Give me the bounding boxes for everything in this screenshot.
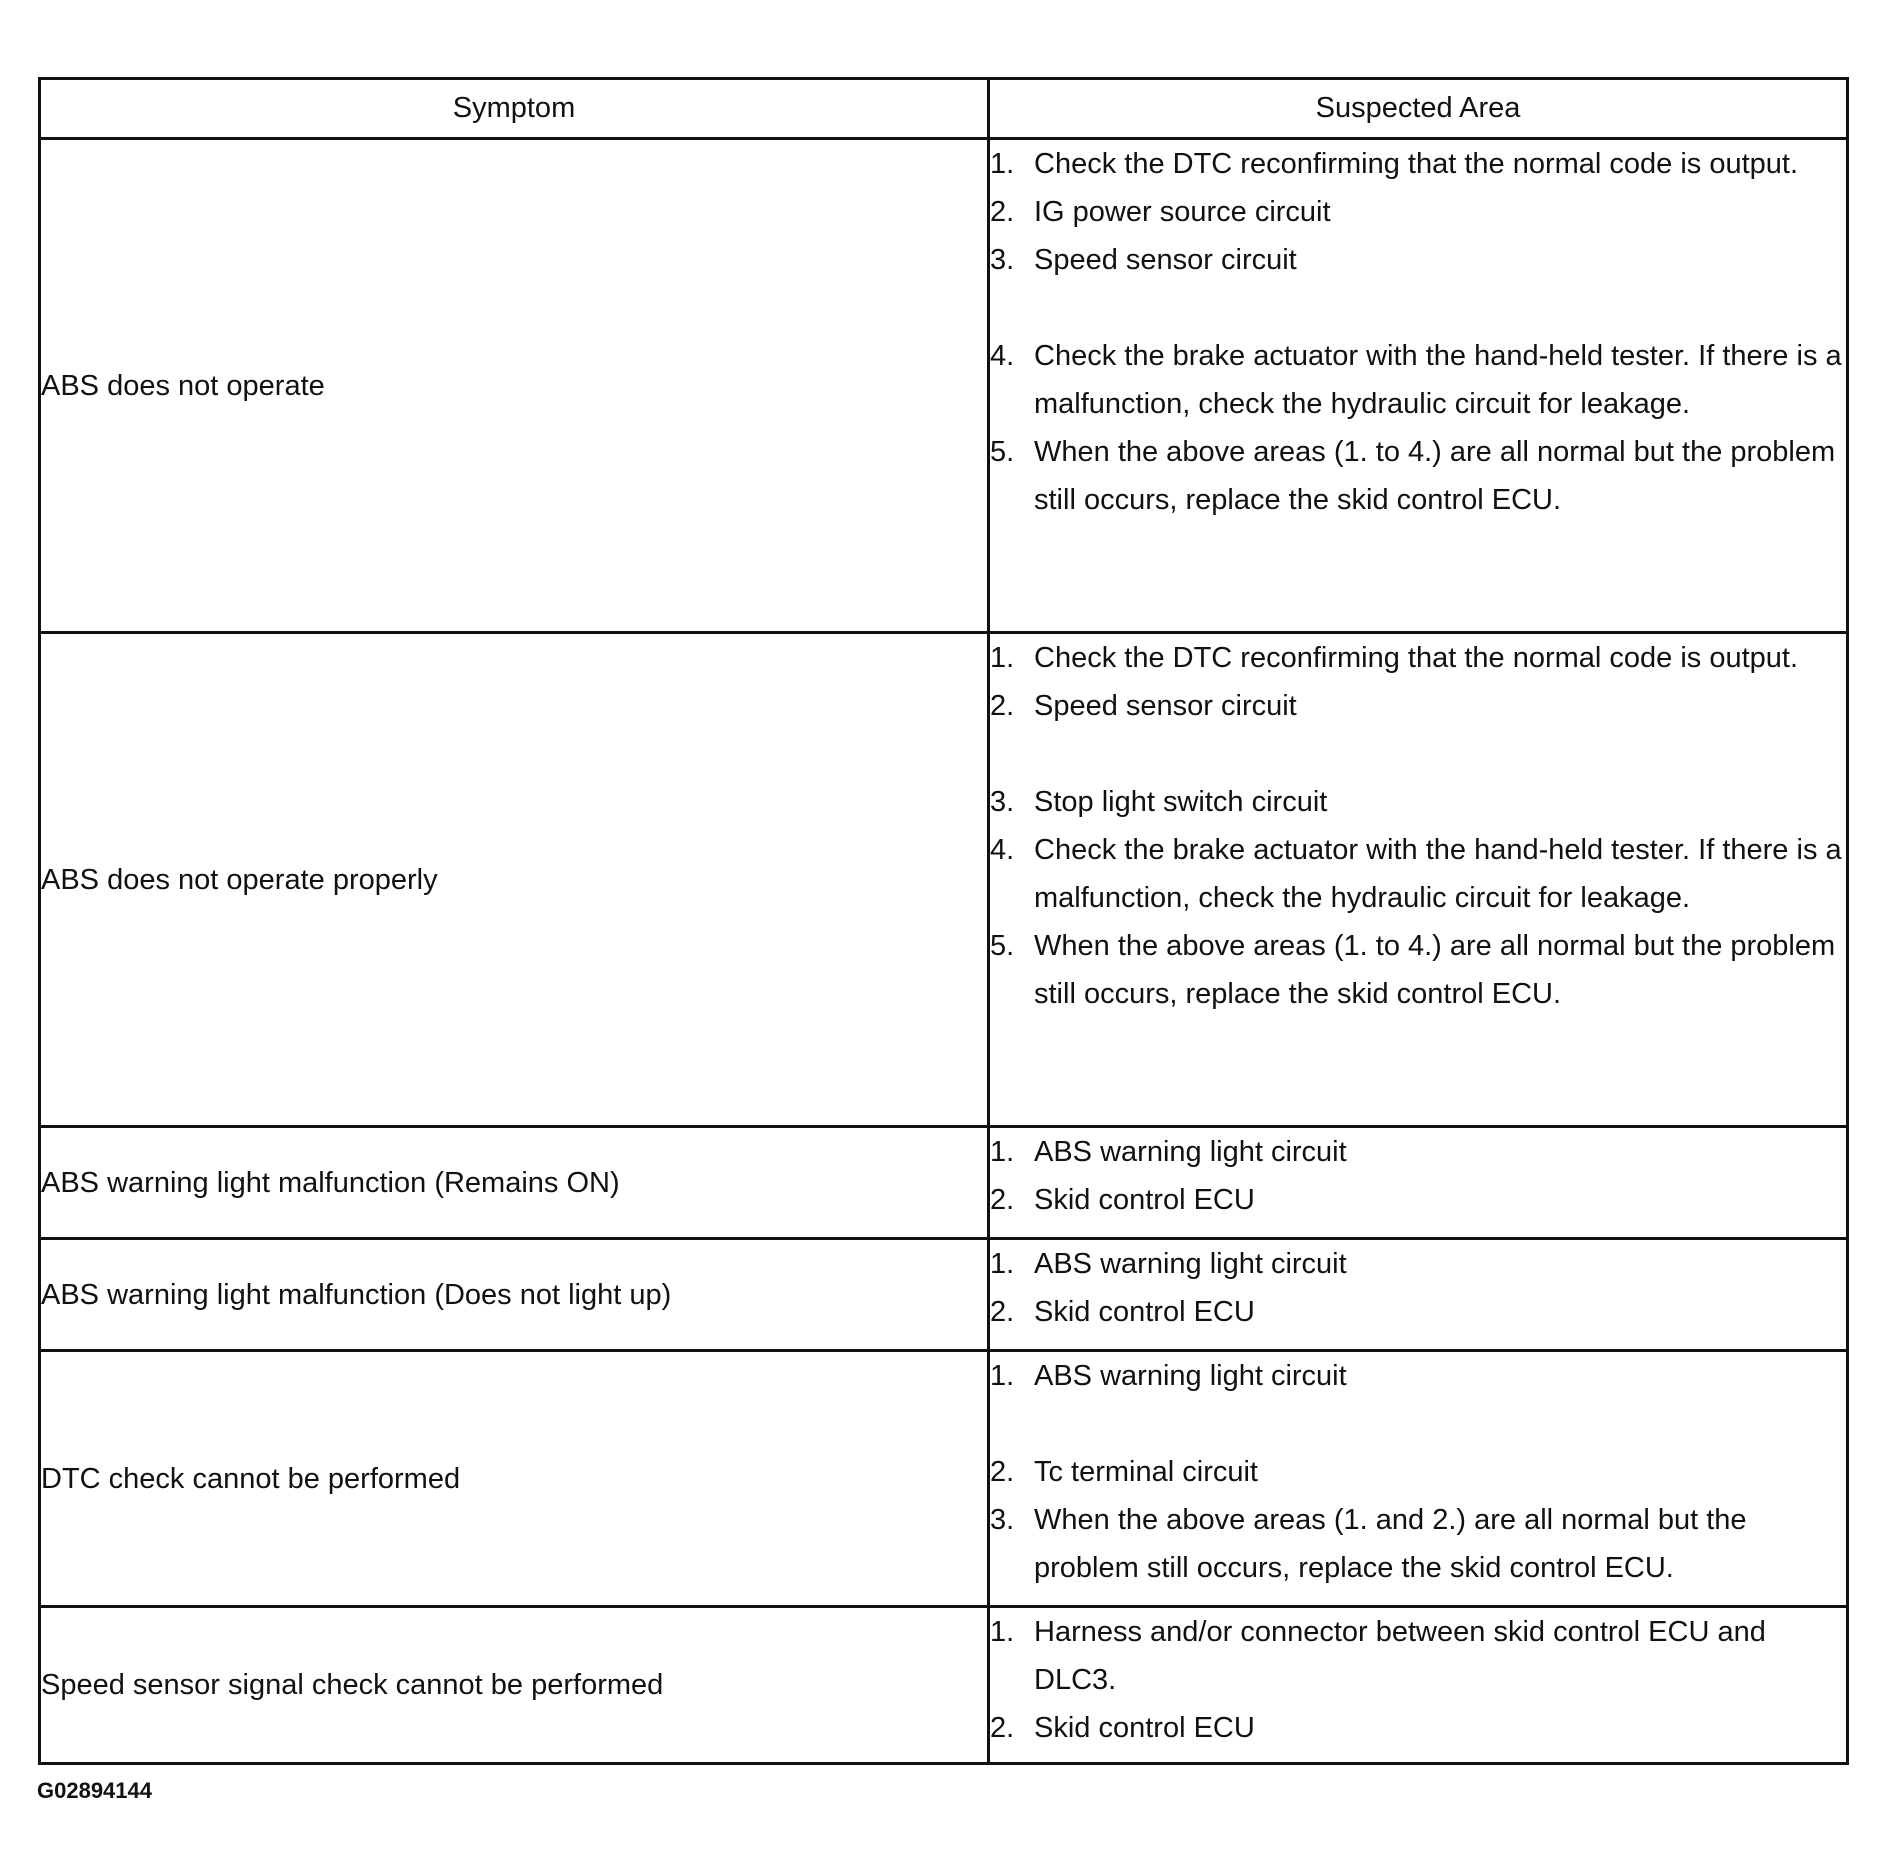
suspected-area-list [990, 1352, 1846, 1592]
item-number: 4. [990, 340, 1015, 372]
list-item [990, 188, 1846, 236]
item-number: 2. [990, 1184, 1015, 1216]
list-item [990, 140, 1846, 188]
item-number: 1. [990, 1248, 1015, 1280]
item-text: Speed sensor circuit [1034, 244, 1297, 276]
symptom-table [38, 77, 1849, 1765]
list-item [990, 682, 1846, 730]
table-row [40, 1127, 1848, 1239]
list-item [990, 1400, 1846, 1496]
suspected-area-list [990, 140, 1846, 524]
list-item [990, 730, 1846, 826]
list-item [990, 1608, 1846, 1704]
header-symptom: Symptom [40, 79, 989, 139]
table-row [40, 1607, 1848, 1764]
table-row [40, 1239, 1848, 1351]
item-number: 1. [990, 1360, 1015, 1392]
symptom-cell: ABS does not operate properly [40, 633, 989, 1127]
list-item [990, 1128, 1846, 1176]
list-item [990, 1240, 1846, 1288]
item-text: Check the brake actuator with the hand-held tester. If there is a malfunction, check the hydraulic circuit for leakage. [1034, 834, 1842, 914]
item-number: 1. [990, 1616, 1015, 1648]
item-number: 4. [990, 834, 1015, 866]
suspected-area-cell [989, 1127, 1848, 1239]
item-text: When the above areas (1. and 2.) are all normal but the problem still occurs, replace the skid control ECU. [1034, 1504, 1747, 1584]
list-item [990, 284, 1846, 428]
suspected-area-cell [989, 1607, 1848, 1764]
item-text: Speed sensor circuit [1034, 690, 1297, 722]
list-item [990, 1176, 1846, 1224]
item-number: 2. [990, 1296, 1015, 1328]
list-item [990, 922, 1846, 1018]
suspected-area-cell [989, 1239, 1848, 1351]
item-text: Stop light switch circuit [1034, 786, 1328, 818]
item-text: Check the DTC reconfirming that the normal code is output. [1034, 148, 1799, 180]
figure-code-label: G02894144 [37, 1778, 152, 1803]
item-text: Harness and/or connector between skid control ECU and DLC3. [1034, 1616, 1766, 1696]
table-row [40, 139, 1848, 633]
item-text: Check the DTC reconfirming that the normal code is output. [1034, 642, 1799, 674]
item-number: 2. [990, 196, 1015, 228]
item-number: 5. [990, 436, 1015, 468]
item-text: Tc terminal circuit [1034, 1456, 1258, 1488]
list-item [990, 634, 1846, 682]
suspected-area-list [990, 634, 1846, 1018]
suspected-area-list [990, 1608, 1846, 1752]
item-text: Skid control ECU [1034, 1184, 1255, 1216]
item-text: When the above areas (1. to 4.) are all normal but the problem still occurs, replace the skid control ECU. [1034, 930, 1836, 1010]
suspected-area-cell [989, 139, 1848, 633]
table-row [40, 1351, 1848, 1607]
list-item [990, 1288, 1846, 1336]
item-number: 5. [990, 930, 1015, 962]
list-item [990, 826, 1846, 922]
item-number: 2. [990, 1712, 1015, 1744]
item-text: ABS warning light circuit [1034, 1360, 1347, 1392]
item-text: Skid control ECU [1034, 1296, 1255, 1328]
symptom-cell: Speed sensor signal check cannot be performed [40, 1607, 989, 1764]
table-header-row [40, 79, 1848, 139]
suspected-area-cell [989, 1351, 1848, 1607]
symptom-cell: ABS warning light malfunction (Remains ON) [40, 1127, 989, 1239]
header-suspected-area: Suspected Area [989, 79, 1848, 139]
item-number: 2. [990, 690, 1015, 722]
item-number: 1. [990, 148, 1015, 180]
suspected-area-cell [989, 633, 1848, 1127]
suspected-area-list [990, 1240, 1846, 1336]
item-number: 3. [990, 1504, 1015, 1536]
item-number: 1. [990, 1136, 1015, 1168]
item-text: ABS warning light circuit [1034, 1136, 1347, 1168]
symptom-cell: ABS warning light malfunction (Does not light up) [40, 1239, 989, 1351]
list-item [990, 1352, 1846, 1400]
suspected-area-list [990, 1128, 1846, 1224]
item-text: ABS warning light circuit [1034, 1248, 1347, 1280]
item-text: When the above areas (1. to 4.) are all normal but the problem still occurs, replace the skid control ECU. [1034, 436, 1836, 516]
item-number: 1. [990, 642, 1015, 674]
item-number: 3. [990, 786, 1015, 818]
item-text: Check the brake actuator with the hand-held tester. If there is a malfunction, check the hydraulic circuit for leakage. [1034, 340, 1842, 420]
list-item [990, 1704, 1846, 1752]
symptom-cell: DTC check cannot be performed [40, 1351, 989, 1607]
table-row [40, 633, 1848, 1127]
list-item [990, 1496, 1846, 1592]
item-number: 2. [990, 1456, 1015, 1488]
item-number: 3. [990, 244, 1015, 276]
symptom-cell: ABS does not operate [40, 139, 989, 633]
list-item [990, 428, 1846, 524]
item-text: IG power source circuit [1034, 196, 1331, 228]
list-item [990, 236, 1846, 284]
item-text: Skid control ECU [1034, 1712, 1255, 1744]
